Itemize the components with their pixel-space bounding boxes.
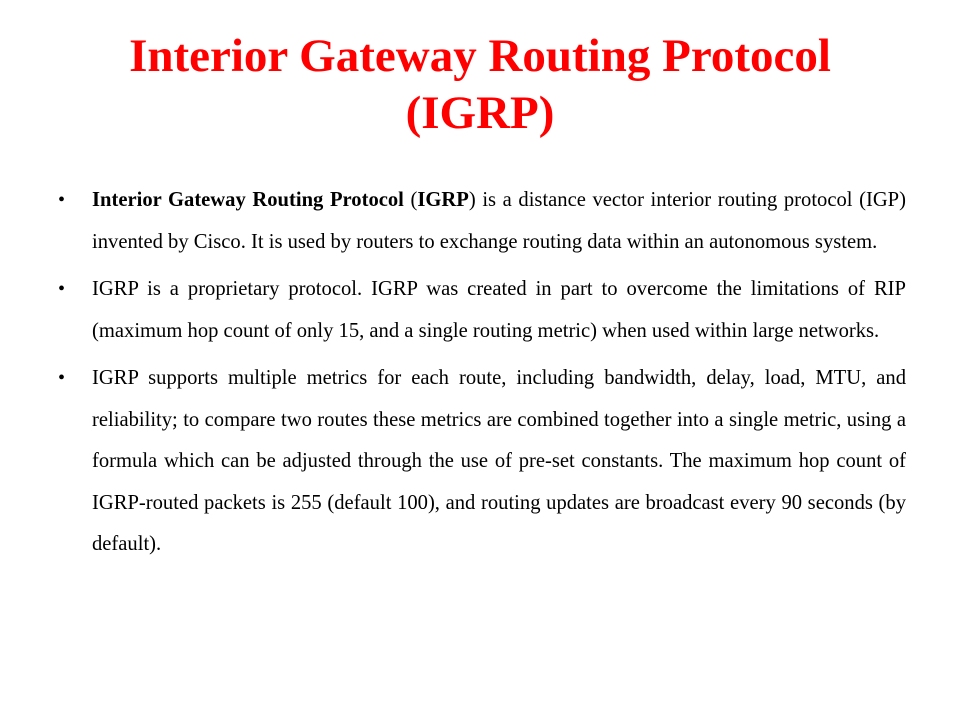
slide-title-line-2: (IGRP)	[405, 87, 555, 139]
bullet-text: IGRP supports multiple metrics for each route, including bandwidth, delay, load, MTU, and reliability; to compare two routes these metrics are combined together into a single metric, using a formula which can be adjusted through the use of pre-set constants. The maximum hop count of IGRP-routed packets is 255 (default 100), and routing updates are broadcast every 90 seconds (by default).	[92, 367, 906, 555]
bullet-item-3	[58, 358, 906, 566]
bullet-icon: •	[58, 278, 66, 300]
bullet-item-1	[58, 180, 906, 263]
bullet-text: (	[403, 189, 418, 211]
bullet-text: IGRP is a proprietary protocol. IGRP was created in part to overcome the limitations of RIP (maximum hop count of only 15, and a single routing metric) when used within large networks.	[92, 278, 906, 342]
igrp-acronym: IGRP	[417, 189, 469, 211]
slide-title	[40, 28, 920, 142]
bullet-icon: •	[58, 189, 66, 211]
igrp-full-name: Interior Gateway Routing Protocol	[92, 189, 404, 211]
bullet-list	[58, 180, 906, 572]
slide-title-line-1: Interior Gateway Routing Protocol	[129, 30, 831, 82]
bullet-icon: •	[58, 367, 66, 389]
bullet-text: ) is a distance vector interior routing protocol (IGP) invented by Cisco. It is used by routers to exchange routing data within an autonomous system.	[92, 189, 906, 253]
bullet-item-2	[58, 269, 906, 352]
